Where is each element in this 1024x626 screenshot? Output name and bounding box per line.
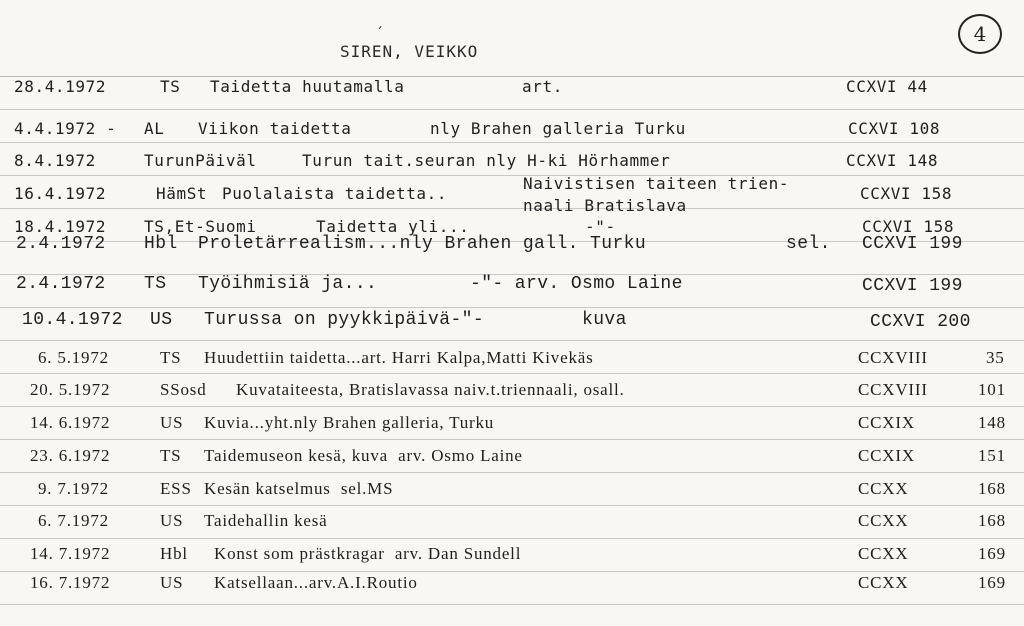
entry-date: 14. 6.1972 xyxy=(30,413,111,432)
entry-title: Kuvataiteesta, Bratislavassa naiv.t.triennaali, osall. xyxy=(236,380,625,399)
rule-line xyxy=(0,340,1024,341)
entry-title: Kuvia...yht.nly Brahen galleria, Turku xyxy=(204,413,495,432)
entry-date: 10.4.1972 xyxy=(22,310,123,330)
entry-title: Konst som prästkragar arv. Dan Sundell xyxy=(214,544,522,563)
entry-title: Taidehallin kesä xyxy=(204,511,328,530)
entry-volume: CCXVI 148 xyxy=(846,151,939,170)
entry-title: Taidetta huutamalla xyxy=(210,77,405,96)
entry-source: TurunPäiväl xyxy=(144,151,257,170)
entry-date: 2.4.1972 xyxy=(16,274,106,294)
entry-source: Hbl xyxy=(160,544,188,563)
entry-date: 14. 7.1972 xyxy=(30,544,111,563)
entry-date: 6. 7.1972 xyxy=(38,511,109,530)
entry-volume: CCXX xyxy=(858,479,909,498)
entry-volume: CCXIX xyxy=(858,413,915,432)
entry-note: kuva xyxy=(582,310,627,330)
entry-volume: CCXVI 158 xyxy=(860,184,953,203)
entry-page: 168 xyxy=(978,479,1006,498)
entry-volume: CCXVIII xyxy=(858,348,928,367)
rule-line xyxy=(0,439,1024,440)
entry-page: 168 xyxy=(978,511,1006,530)
entry-title: Kesän katselmus sel.MS xyxy=(204,479,394,498)
rule-line xyxy=(0,538,1024,539)
entry-title: Turun tait.seuran nly H-ki Hörhammer xyxy=(302,151,671,170)
card-title: SIREN, VEIKKO xyxy=(340,42,479,61)
rule-line xyxy=(0,142,1024,143)
entry-title: Viikon taidetta xyxy=(198,119,352,138)
entry-volume: CCXIX xyxy=(858,446,915,465)
page-number-circle xyxy=(958,14,1002,54)
entry-date: 18.4.1972 xyxy=(14,217,107,236)
entry-source: Hbl xyxy=(144,234,178,254)
entry-title: Työihmisiä ja... xyxy=(198,274,378,294)
entry-source: HämSt xyxy=(156,184,208,203)
entry-date: 16. 7.1972 xyxy=(30,573,111,592)
entry-source: TS xyxy=(160,77,181,96)
entry-page: 169 xyxy=(978,573,1006,592)
entry-volume: CCXVI 44 xyxy=(846,77,928,96)
entry-note: nly Brahen galleria Turku xyxy=(430,119,686,138)
entry-title: Huudettiin taidetta...art. Harri Kalpa,Matti Kivekäs xyxy=(204,348,594,367)
entry-date: 28.4.1972 xyxy=(14,77,107,96)
rule-line xyxy=(0,505,1024,506)
entry-title: Puolalaista taidetta.. xyxy=(222,184,448,203)
entry-date: 4.4.1972 - xyxy=(14,119,117,138)
entry-title: Taidetta yli... xyxy=(316,217,470,236)
entry-date: 20. 5.1972 xyxy=(30,380,111,399)
entry-source: AL xyxy=(144,119,165,138)
entry-note: -"- xyxy=(585,217,616,236)
entry-source: TS,Et-Suomi xyxy=(144,217,257,236)
entry-volume: CCXVI 108 xyxy=(848,119,941,138)
entry-date: 8.4.1972 xyxy=(14,151,96,170)
entry-source: ESS xyxy=(160,479,192,498)
entry-page: 169 xyxy=(978,544,1006,563)
entry-source: US xyxy=(160,573,184,592)
entry-title: Turussa on pyykkipäivä-"- xyxy=(204,310,485,330)
entry-note: art. xyxy=(522,77,563,96)
entry-source: TS xyxy=(160,446,182,465)
rule-line xyxy=(0,472,1024,473)
entry-volume: CCXX xyxy=(858,544,909,563)
entry-source: TS xyxy=(144,274,167,294)
entry-note-line1: Naivistisen taiteen trien- xyxy=(523,174,790,193)
entry-date: 2.4.1972 xyxy=(16,234,106,254)
entry-title: Proletärrealism...nly Brahen gall. Turku xyxy=(198,234,647,254)
entry-note: sel. xyxy=(786,234,831,254)
rule-line xyxy=(0,109,1024,110)
entry-page: 148 xyxy=(978,413,1006,432)
entry-volume: CCXVI 200 xyxy=(870,312,971,332)
entry-page: 35 xyxy=(986,348,1005,367)
entry-page: 151 xyxy=(978,446,1006,465)
entry-source: TS xyxy=(160,348,182,367)
entry-volume: CCXX xyxy=(858,573,909,592)
entry-date: 23. 6.1972 xyxy=(30,446,111,465)
entry-date: 16.4.1972 xyxy=(14,184,107,203)
page-number: 4 xyxy=(973,22,987,46)
entry-volume: CCXVI 199 xyxy=(862,234,963,254)
entry-date: 9. 7.1972 xyxy=(38,479,109,498)
entry-note-line2: naali Bratislava xyxy=(523,196,687,215)
entry-volume: CCXVI 199 xyxy=(862,276,963,296)
entry-source: SSosd xyxy=(160,380,207,399)
entry-page: 101 xyxy=(978,380,1006,399)
entry-volume: CCXVIII xyxy=(858,380,928,399)
entry-title: Taidemuseon kesä, kuva arv. Osmo Laine xyxy=(204,446,523,465)
rule-line xyxy=(0,373,1024,374)
entry-source: US xyxy=(160,413,184,432)
rule-line xyxy=(0,571,1024,572)
rule-line xyxy=(0,604,1024,605)
entry-source: US xyxy=(160,511,184,530)
rule-line xyxy=(0,406,1024,407)
rule-line xyxy=(0,307,1024,308)
entry-volume: CCXX xyxy=(858,511,909,530)
entry-source: US xyxy=(150,310,173,330)
entry-title: Katsellaan...arv.A.I.Routio xyxy=(214,573,418,592)
entry-volume: CCXVI 158 xyxy=(862,217,955,236)
accent-mark: ´ xyxy=(376,26,383,42)
rule-line xyxy=(0,175,1024,176)
rule-line xyxy=(0,208,1024,209)
entry-note: -"- arv. Osmo Laine xyxy=(470,274,683,294)
entry-date: 6. 5.1972 xyxy=(38,348,109,367)
